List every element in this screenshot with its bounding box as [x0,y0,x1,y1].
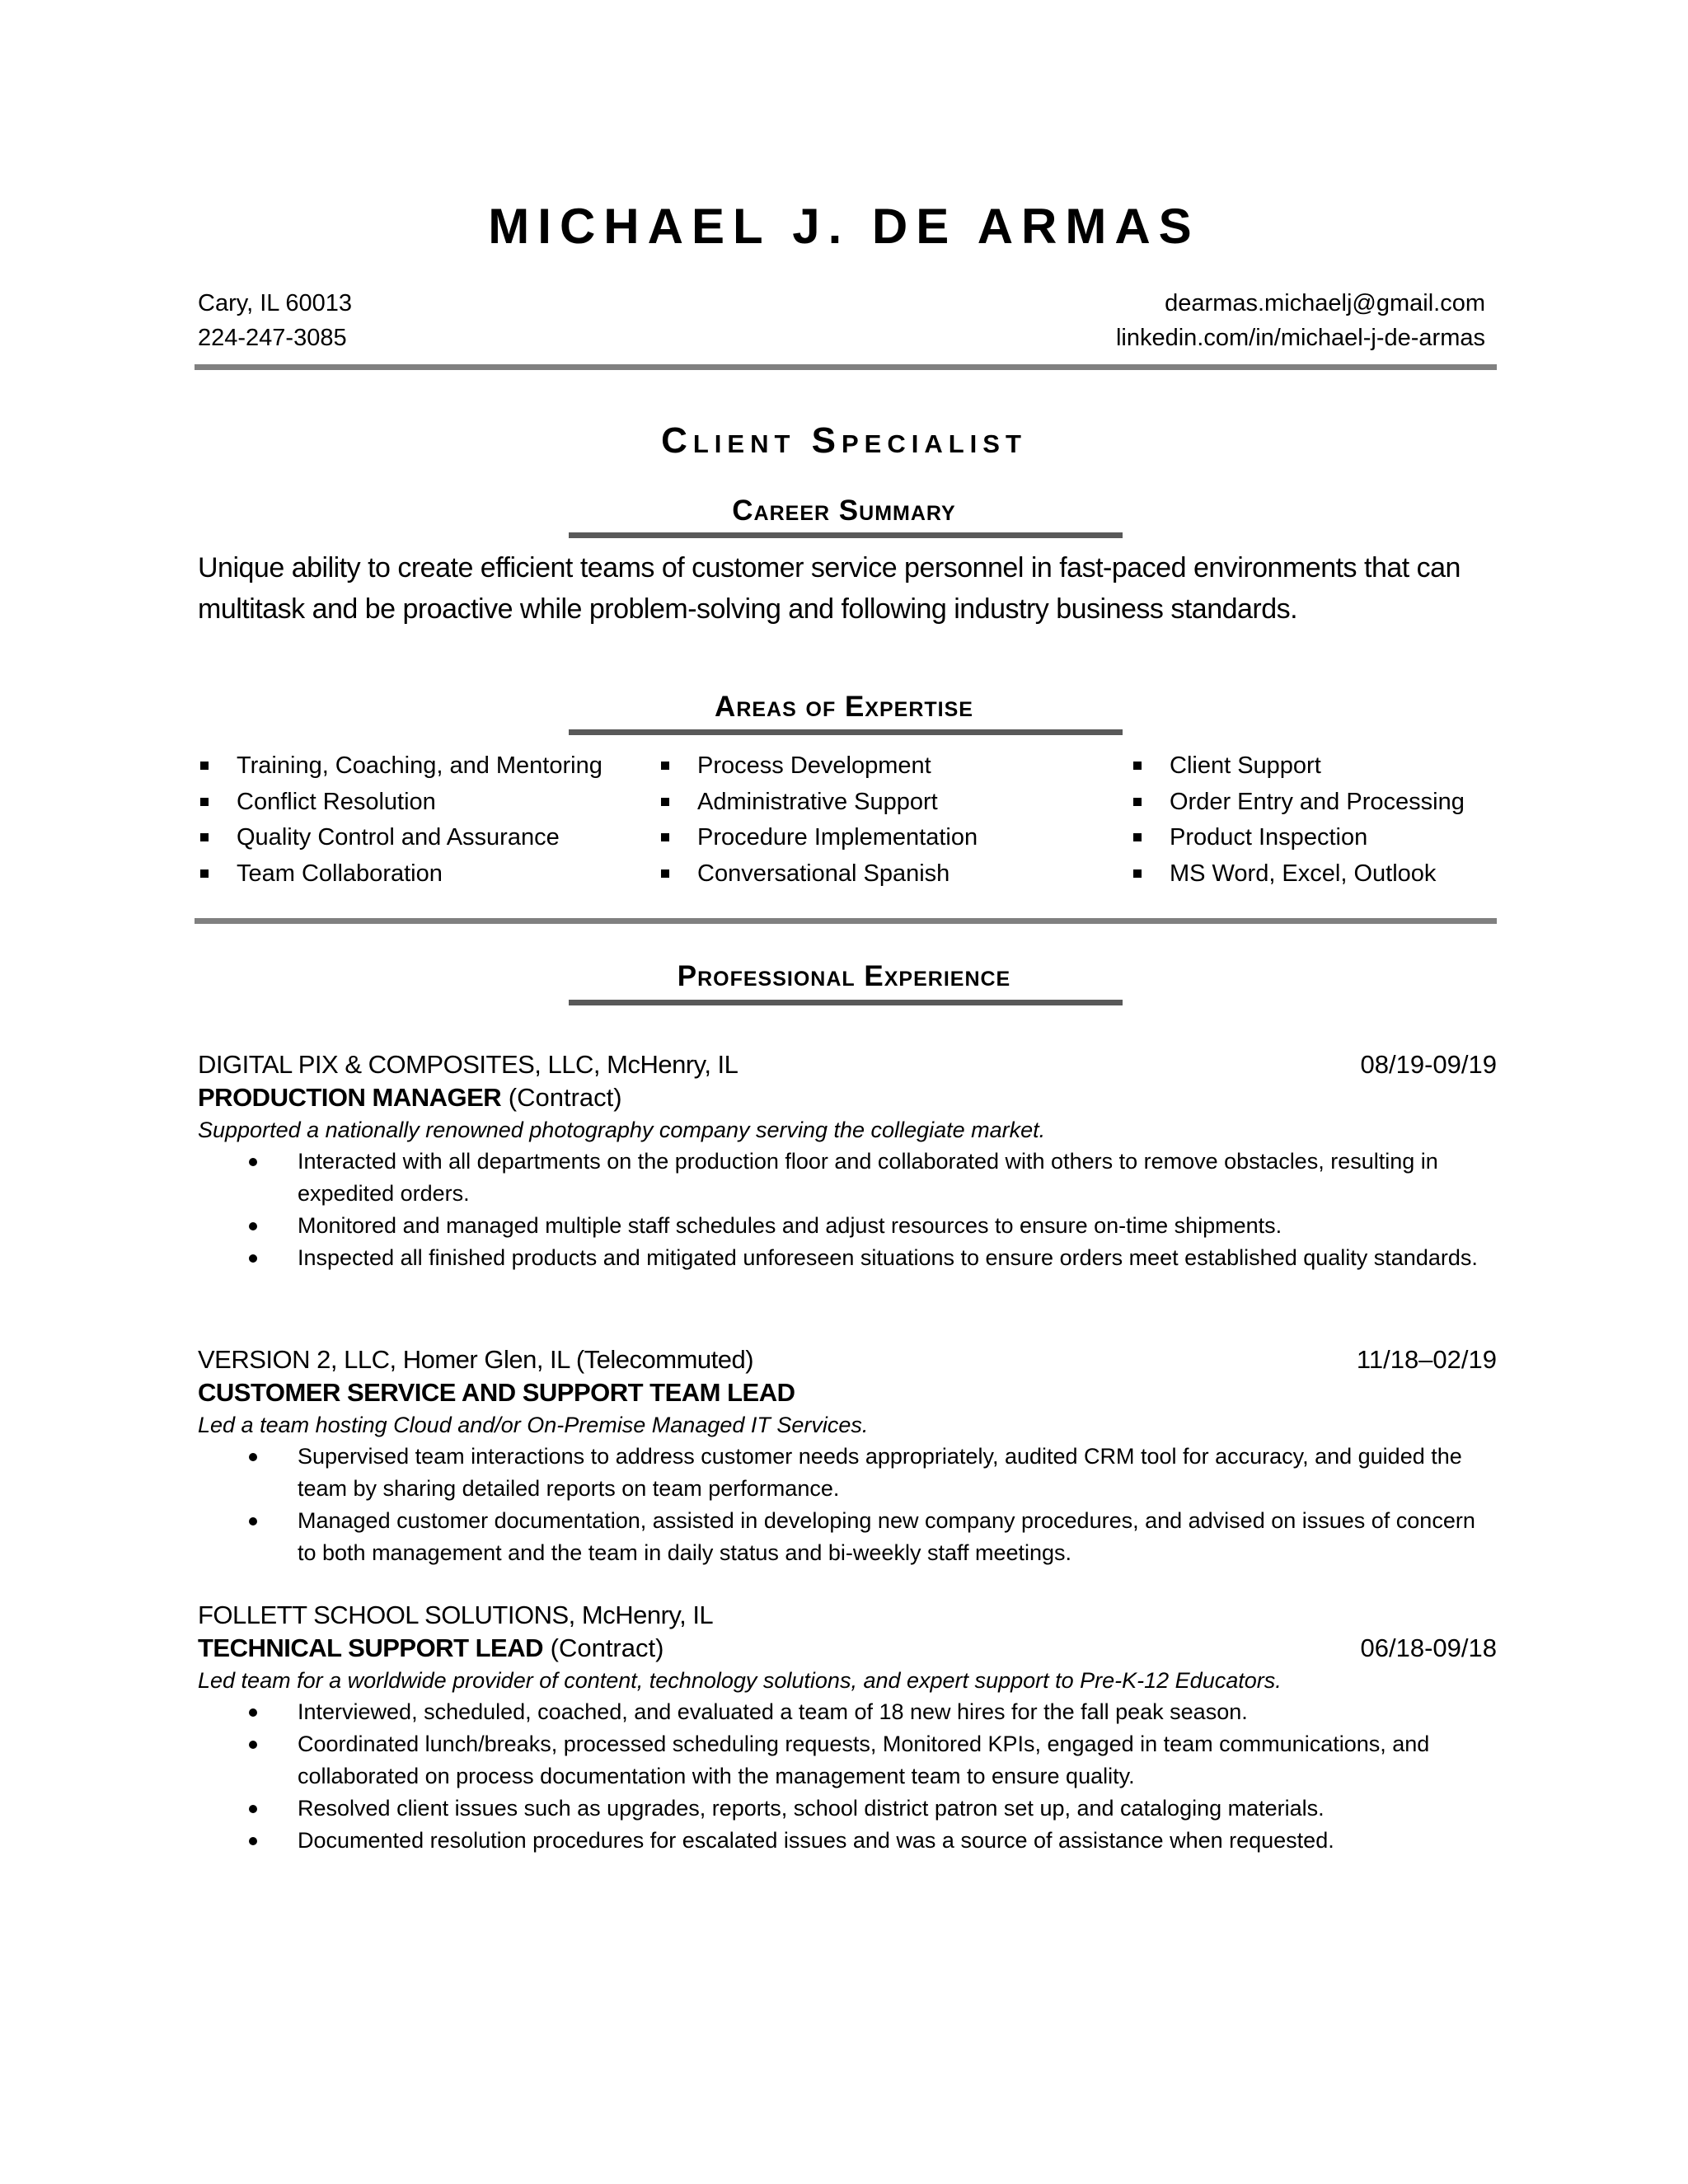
header-divider [195,364,1497,370]
job-entry [198,1048,1497,1274]
expertise-item: Team Collaboration [200,856,603,893]
square-bullet-icon [1133,833,1142,841]
bullet-dot-icon [249,1805,257,1813]
job-title: PRODUCTION MANAGER [198,1083,502,1112]
summary-heading: Career Summary [732,494,956,527]
job-entry [198,1343,1497,1569]
list-item: Resolved client issues such as upgrades, reports, school district patron set up, and cataloging materials. [198,1793,1497,1825]
job-bullets [198,1441,1497,1569]
square-bullet-icon [661,798,669,806]
square-bullet-icon [1133,762,1142,770]
bullet-dot-icon [249,1254,257,1263]
list-item: Coordinated lunch/breaks, processed scheduling requests, Monitored KPIs, engaged in team communications, and collaborated on process documentation with the management team to ensure quality. [198,1728,1497,1793]
job-dates: 08/19-09/19 [1360,1050,1497,1079]
expertise-heading-rule [569,729,1123,735]
square-bullet-icon [200,762,209,770]
summary-text: Unique ability to create efficient teams of customer service personnel in fast-paced environments that can multitask and be proactive while problem-solving and following industry business standards. [198,552,1461,625]
contact-linkedin[interactable]: linkedin.com/in/michael-j-de-armas [1115,325,1485,351]
square-bullet-icon [200,833,209,841]
expertise-item: Product Inspection [1133,820,1465,856]
candidate-name: MICHAEL J. DE ARMAS [488,199,1200,254]
expertise-item: Quality Control and Assurance [200,820,603,856]
contact-email[interactable]: dearmas.michaelj@gmail.com [1165,290,1485,316]
expertise-item: Procedure Implementation [661,820,978,856]
expertise-heading: Areas of Expertise [715,691,973,723]
bullet-dot-icon [249,1708,257,1717]
contact-left [198,286,352,355]
job-company: FOLLETT SCHOOL SOLUTIONS, McHenry, IL [198,1601,714,1629]
job-entry [198,1599,1497,1857]
contact-right [1116,286,1485,355]
job-company: VERSION 2, LLC, Homer Glen, IL (Telecommuted) [198,1345,754,1374]
square-bullet-icon [1133,869,1142,878]
list-item: Documented resolution procedures for escalated issues and was a source of assistance when requested. [198,1825,1497,1857]
job-dates: 06/18-09/18 [1360,1633,1497,1662]
list-item: Interviewed, scheduled, coached, and evaluated a team of 18 new hires for the fall peak season. [198,1696,1497,1728]
bullet-dot-icon [249,1837,257,1845]
expertise-item: Conflict Resolution [200,785,603,821]
contact-city: Cary, IL 60013 [198,290,352,316]
job-title: TECHNICAL SUPPORT LEAD [198,1633,544,1662]
list-item: Inspected all finished products and mitigated unforeseen situations to ensure orders meet established quality standards. [198,1242,1497,1274]
experience-heading-rule [569,1000,1123,1005]
list-item: Managed customer documentation, assisted in developing new company procedures, and advised on issues of concern to both management and the team in daily status and bi-weekly staff meetings. [198,1505,1497,1569]
bullet-dot-icon [249,1222,257,1230]
square-bullet-icon [661,869,669,878]
job-header [198,1599,1497,1632]
expertise-item: Administrative Support [661,785,978,821]
expertise-item: Client Support [1133,748,1465,785]
job-title: CUSTOMER SERVICE AND SUPPORT TEAM LEAD [198,1378,795,1407]
job-title-line [198,1376,1497,1409]
job-company: DIGITAL PIX & COMPOSITES, LLC, McHenry, IL [198,1050,738,1079]
expertise-column-3 [1133,748,1465,892]
job-header [198,1048,1497,1081]
square-bullet-icon [661,833,669,841]
square-bullet-icon [1133,798,1142,806]
expertise-item: MS Word, Excel, Outlook [1133,856,1465,893]
headline: Client Specialist [661,420,1027,461]
expertise-item: Training, Coaching, and Mentoring [200,748,603,785]
job-bullets [198,1696,1497,1857]
list-item: Supervised team interactions to address customer needs appropriately, audited CRM tool for accuracy, and guided the team by sharing detailed reports on team performance. [198,1441,1497,1505]
job-qualifier: (Contract) [543,1633,664,1662]
job-description: Led team for a worldwide provider of content, technology solutions, and expert support to Pre-K-12 Educators. [198,1668,1282,1693]
bullet-dot-icon [249,1158,257,1166]
experience-heading: Professional Experience [677,960,1011,992]
summary-heading-rule [569,532,1123,538]
job-qualifier: (Contract) [501,1083,622,1112]
expertise-divider [195,918,1497,924]
job-title-line [198,1632,1497,1665]
job-dates: 11/18–02/19 [1356,1345,1497,1374]
bullet-dot-icon [249,1517,257,1526]
expertise-item: Conversational Spanish [661,856,978,893]
square-bullet-icon [200,798,209,806]
list-item: Monitored and managed multiple staff schedules and adjust resources to ensure on-time shipments. [198,1210,1497,1242]
contact-phone: 224-247-3085 [198,325,347,351]
job-header [198,1343,1497,1376]
square-bullet-icon [661,762,669,770]
expertise-item: Process Development [661,748,978,785]
job-bullets [198,1146,1497,1274]
job-title-line [198,1081,1497,1114]
list-item: Interacted with all departments on the production floor and collaborated with others to remove obstacles, resulting in expedited orders. [198,1146,1497,1210]
expertise-item: Order Entry and Processing [1133,785,1465,821]
expertise-column-2 [661,748,978,892]
square-bullet-icon [200,869,209,878]
job-description: Led a team hosting Cloud and/or On-Premise Managed IT Services. [198,1413,869,1437]
expertise-column-1 [200,748,603,892]
job-description: Supported a nationally renowned photography company serving the collegiate market. [198,1118,1046,1142]
bullet-dot-icon [249,1741,257,1749]
bullet-dot-icon [249,1453,257,1461]
